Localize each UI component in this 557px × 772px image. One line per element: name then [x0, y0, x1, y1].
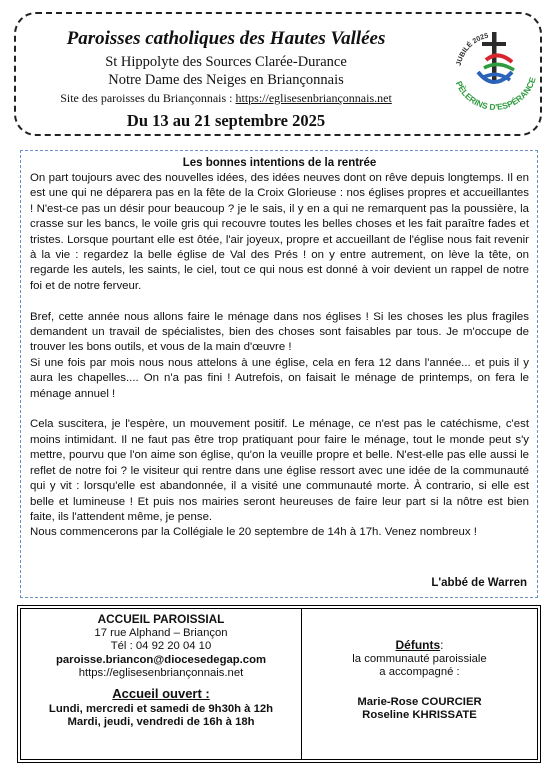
accueil-website[interactable]: https://eglisesenbriançonnais.net: [78, 667, 244, 680]
defunt-name-2: Roseline KHRISSATE: [362, 709, 477, 722]
article-paragraph-4: Cela suscitera, je l'espère, un mouvement positif. Le ménage, ce n'est pas le catéchisme, c'est moins intimidant. Il ne faut pas être trop pratiquant pour faire le ménage, tout le monde peut s'y mettre, pourvu que l'on aime son église, qu'on la veuille propre et belle. N'est-elle pas elle aussi le reflet de notre foi ? le visiteur qui rentre dans une église ressort avec une idée de la communauté qui y vit : lorsqu'elle est abandonnée, il a visité une communauté morte. À contrario, si elle est belle et lumineuse ! Et puis nos mairies seront heureuses de faire leur part si la nôtre est bien faite, ils l'attendent même, je pense.: [30, 418, 529, 523]
accueil-hours-1: Lundi, mercredi et samedi de 9h30h à 12h: [48, 702, 274, 715]
article-paragraph-3: Si une fois par mois nous nous attelons à une église, cela en fera 12 dans l'année... et puis il y aura les chapelles.... On n'a pas fini ! Autrefois, on faisait le ménage de printemps, on fera le ménage annuel !: [30, 356, 529, 400]
header-dates: Du 13 au 21 septembre 2025: [126, 111, 326, 130]
defunts-title: Défunts: [395, 638, 441, 652]
logo-text-bottom: PÈLERINS D'ESPÉRANCE: [453, 75, 538, 112]
accueil-address: 17 rue Alphand – Briançon: [94, 626, 228, 639]
accueil-phone: Tél : 04 92 20 04 10: [110, 640, 212, 653]
article-paragraph-1: On part toujours avec des nouvelles idées, des idées neuves dont on rêve depuis longtemps. Il en est une qui ne déparera pas en la fête de la Croix Glorieuse : nos églises propres et accueillantes ! N'est-ce pas un désir pour beaucoup ? je le sais, il y en a qui ne remarquent pas la poussière, la crasse sur les bancs, le voile gris qui recouvre toutes les belles choses et les fait paraître fades et tristes. Lorsque pourtant elle est ôtée, l'air joyeux, propre et accueillant de l'église nous fait revenir à la vie : regardez la belle église de Val des Prés ! on y entre autrement, on lève la tête, on regarde les autels, les saints, le ciel, tout ce qui nous est donné à voir devient un rappel de notre foi et de notre ferveur.: [30, 172, 529, 292]
header-box: [14, 12, 542, 136]
header-title: Paroisses catholiques des Hautes Vallées: [66, 28, 386, 49]
article-paragraph-5: Nous commencerons par la Collégiale le 20 septembre de 14h à 17h. Venez nombreux !: [30, 526, 477, 539]
logo-text-top: JUBILÉ 2025: [455, 32, 490, 67]
site-label: Site des paroisses du Briançonnais :: [60, 91, 233, 105]
defunts-box: [301, 608, 538, 760]
defunts-line-2: a accompagné :: [379, 666, 460, 679]
defunts-title-line: [302, 639, 537, 653]
header-subtitle-parish-2: Notre Dame des Neiges en Briançonnais: [108, 72, 344, 88]
accueil-open-title: Accueil ouvert :: [112, 685, 210, 701]
article-signature: L'abbé de Warren: [431, 576, 527, 589]
accueil-box: [20, 608, 302, 760]
header-subtitle-parish-1: St Hippolyte des Sources Clarée-Durance: [105, 54, 347, 70]
article-paragraph-2: Bref, cette année nous allons faire le ménage dans nos églises ! Si les choses les plus fragiles demandent un travail de spécialistes, bien des choses sont faisables par tous. Je m'occupe de trouver les bons outils, et vous de la main d'œuvre !: [30, 310, 529, 354]
defunts-title-suffix: :: [440, 638, 444, 652]
accueil-hours-2: Mardi, jeudi, vendredi de 16h à 18h: [67, 716, 255, 729]
site-link[interactable]: https://eglisesenbriançonnais.net: [235, 91, 392, 105]
article-box: [20, 150, 538, 598]
article-title: Les bonnes intentions de la rentrée: [182, 157, 377, 169]
defunts-line-1: la communauté paroissiale: [352, 652, 487, 665]
header-site-line: [30, 91, 422, 106]
jubilee-logo: [446, 22, 544, 118]
accueil-email[interactable]: paroisse.briancon@diocesedegap.com: [55, 653, 267, 666]
accueil-title: ACCUEIL PAROISSIAL: [97, 612, 225, 626]
defunt-name-1: Marie-Rose COURCIER: [357, 695, 482, 708]
